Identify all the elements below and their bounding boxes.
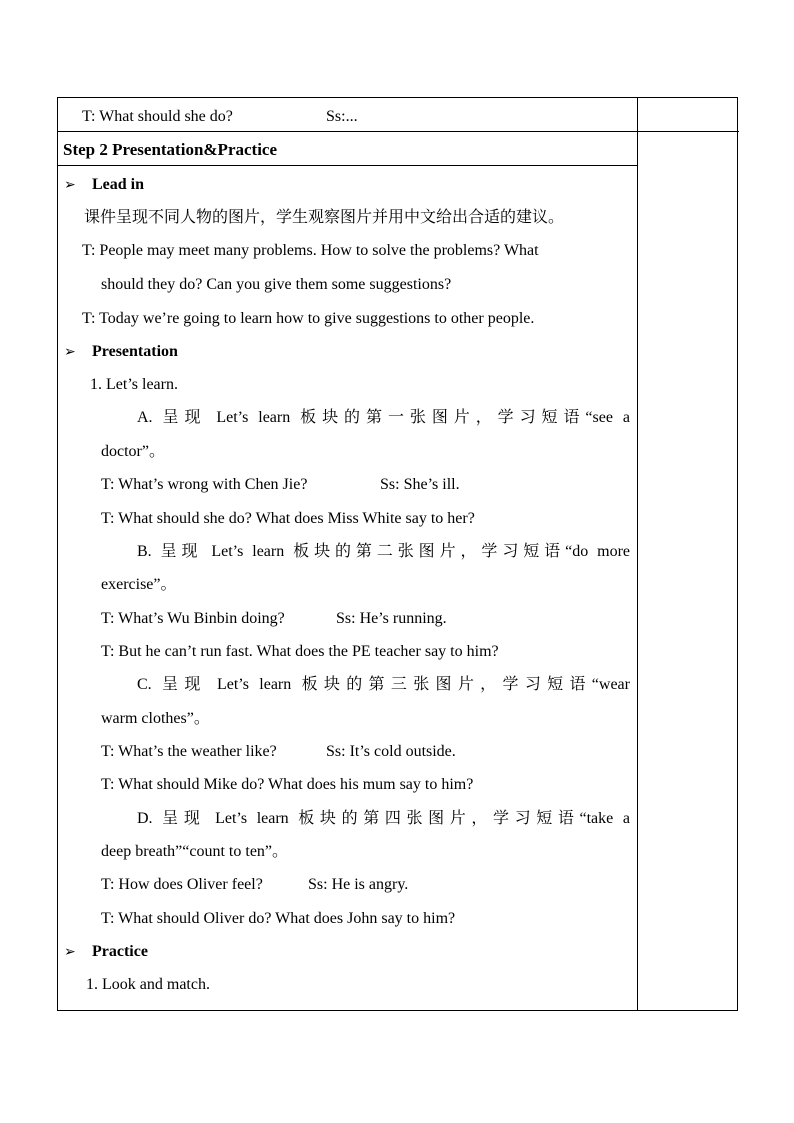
step-d-continued: deep breath”“count to ten”。: [101, 843, 289, 860]
step-d-question: T: How does Oliver feel?: [101, 876, 263, 893]
look-and-match-item: 1. Look and match.: [86, 976, 210, 993]
row1-teacher-question: T: What should she do?: [82, 108, 233, 125]
step-b-question: T: What’s Wu Binbin doing?: [101, 610, 285, 627]
step-d-answer: Ss: He is angry.: [308, 876, 409, 893]
row-divider-top: [58, 131, 739, 132]
lead-in-line-2: T: People may meet many problems. How to solve the problems? What: [82, 242, 539, 259]
step-b-line: B. 呈现 Let’s learn 板块的第二张图片，学习短语“do more: [137, 543, 630, 560]
step-c-answer: Ss: It’s cold outside.: [326, 743, 456, 760]
presentation-heading: ➢ Presentation: [64, 343, 178, 360]
step-a-followup: T: What should she do? What does Miss White say to her?: [101, 510, 475, 527]
column-divider: [637, 98, 638, 1010]
step-a-continued: doctor”。: [101, 443, 165, 460]
arrow-bullet-icon: ➢: [64, 177, 76, 193]
step2-heading: Step 2 Presentation&Practice: [63, 140, 278, 159]
step-b-followup: T: But he can’t run fast. What does the PE teacher say to him?: [101, 643, 499, 660]
step-a-line: A. 呈现 Let’s learn 板块的第一张图片，学习短语“see a: [137, 409, 630, 426]
lead-in-line-3: should they do? Can you give them some suggestions?: [101, 276, 452, 293]
step-c-continued: warm clothes”。: [101, 710, 210, 727]
practice-heading: ➢ Practice: [64, 943, 148, 960]
step-c-question: T: What’s the weather like?: [101, 743, 277, 760]
step-a-answer: Ss: She’s ill.: [380, 476, 460, 493]
row1-student-answer: Ss:...: [326, 108, 358, 125]
step-d-followup: T: What should Oliver do? What does John say to him?: [101, 910, 456, 927]
arrow-bullet-icon: ➢: [64, 344, 76, 360]
arrow-bullet-icon: ➢: [64, 944, 76, 960]
step-d-line: D. 呈现 Let’s learn 板块的第四张图片，学习短语“take a: [137, 810, 630, 827]
step-c-followup: T: What should Mike do? What does his mum say to him?: [101, 776, 474, 793]
step-b-continued: exercise”。: [101, 576, 177, 593]
lead-in-line-4: T: Today we’re going to learn how to give suggestions to other people.: [82, 310, 535, 327]
lead-in-heading: ➢ Lead in: [64, 176, 145, 193]
step-c-line: C. 呈现 Let’s learn 板块的第三张图片，学习短语“wear: [137, 676, 630, 693]
row-divider-step: [58, 165, 637, 166]
step-a-question: T: What’s wrong with Chen Jie?: [101, 476, 308, 493]
lead-in-line-1: 课件呈现不同人物的图片，学生观察图片并用中文给出合适的建议。: [84, 209, 565, 226]
lets-learn-item: 1. Let’s learn.: [90, 376, 178, 393]
step-b-answer: Ss: He’s running.: [336, 610, 447, 627]
